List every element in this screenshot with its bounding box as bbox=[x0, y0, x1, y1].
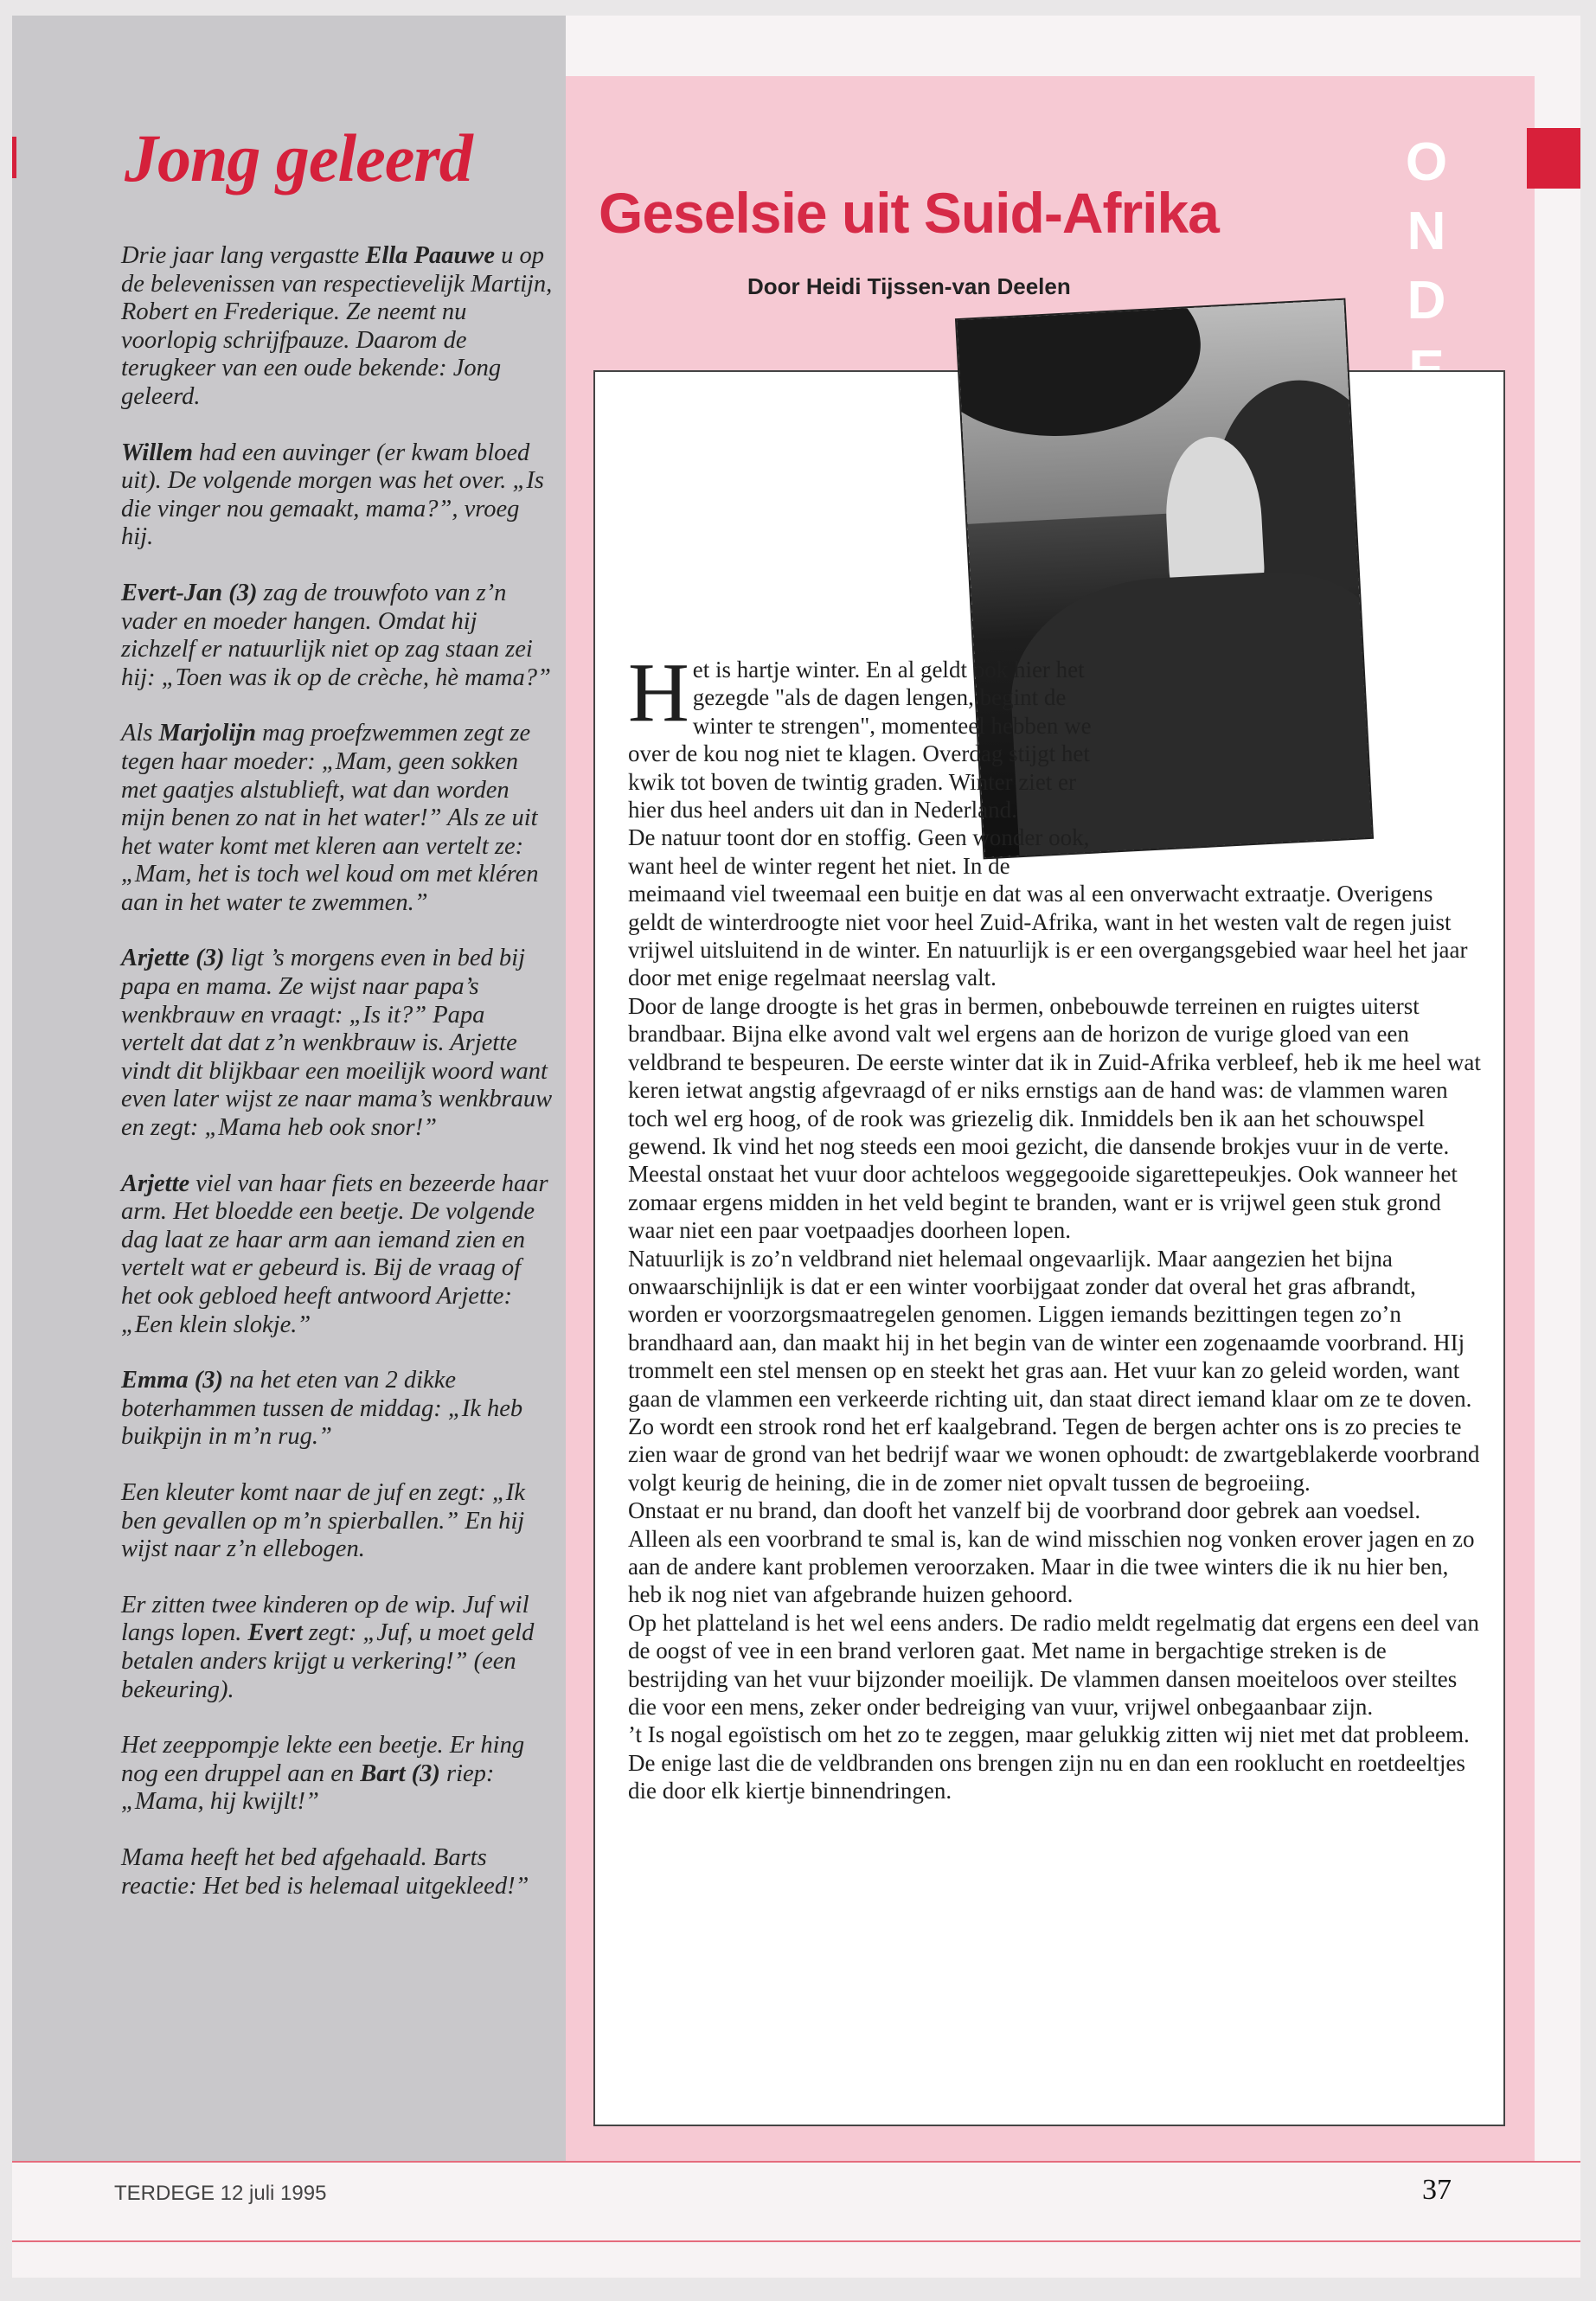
footer-rule-top bbox=[12, 2161, 1580, 2163]
section-marker bbox=[1527, 128, 1580, 189]
anecdote-text: Een kleuter komt naar de juf en zegt: „Ik ben gevallen op m’n spierballen.” En hij wijst naar z’n ellebogen. bbox=[121, 1478, 525, 1563]
anecdote-name: Evert-Jan (3) bbox=[121, 579, 258, 606]
anecdote-text: Het zeeppompje lekte een beetje. Er hing nog een druppel aan en bbox=[121, 1732, 525, 1787]
anecdote-text: Drie jaar lang vergastte bbox=[121, 242, 366, 269]
anecdote-paragraph bbox=[121, 439, 554, 552]
anecdote-text: zag de trouwfoto van z’n vader en moeder hangen. Omdat hij zichzelf er natuurlijk niet op zag staan zei hij: „Toen was ik op de crèche, hè mama?” bbox=[121, 579, 551, 691]
anecdote-text: had een auvinger (er kwam bloed uit). De volgende morgen was het over. „Is die vinger nou gemaakt, mama?”, vroeg hij. bbox=[121, 439, 544, 551]
article-paragraph-text: et is hartje winter. En al geldt ook hier het gezegde "als de dagen lengen, begint de winter te strengen", momenteel hebben we over de kou nog niet te klagen. Overdag stijgt het kwik tot boven de twintig graden. Winter ziet er hier dus heel anders uit dan in Nederland. bbox=[628, 657, 1092, 824]
anecdote-paragraph bbox=[121, 1479, 554, 1564]
anecdote-name: Bart (3) bbox=[360, 1759, 440, 1787]
article-paragraph: Onstaat er nu brand, dan dooft het vanzelf bij de voorbrand door gebrek aan voedsel. Alleen als een voorbrand te smal is, kan de wind misschien nog vonken erover jagen en zo aan de andere kant problemen veroorzaken. Maar in die twee winters die ik nu hier ben, heb ik nog niet van afgebrande huizen gehoord. bbox=[628, 1497, 1475, 1608]
anecdote-paragraph bbox=[121, 242, 554, 412]
anecdote-paragraph bbox=[121, 720, 554, 917]
anecdote-name: Marjolijn bbox=[158, 720, 257, 747]
anecdote-name: Evert bbox=[247, 1619, 303, 1647]
footer-rule-bottom bbox=[12, 2240, 1580, 2242]
article-paragraph: Door de lange droogte is het gras in bermen, onbebouwde terreinen en ruigtes uiterst brandbaar. Bijna elke avond valt wel ergens aan de horizon de vurige gloed van een veldbrand te bespeuren. De eerste winter dat ik in Zuid-Afrika verbleef, heb ik me heel wat keren ietwat angstig afgevraagd of er niks ernstigs aan de hand was: de vlammen waren toch wel erg hoog, of de rook was griezelig dik. Inmiddels ben ik aan het schouwspel gewend. Ik vind het nog steeds een mooi gezicht, die dansende brokjes vuur in de verte. bbox=[628, 992, 1481, 1159]
photo-wrap-space bbox=[1095, 656, 1484, 863]
side-letter: N bbox=[1407, 202, 1446, 261]
anecdote-name: Emma (3) bbox=[121, 1367, 223, 1394]
footer-publication: TERDEGE 12 juli 1995 bbox=[114, 2182, 327, 2205]
anecdote-paragraph bbox=[121, 1732, 554, 1817]
anecdote-paragraph bbox=[121, 1592, 554, 1704]
anecdote-paragraph bbox=[121, 580, 554, 692]
anecdote-text: Er zitten twee kinderen op de wip. Juf wil langs lopen. bbox=[121, 1591, 529, 1647]
anecdotes-list bbox=[121, 242, 554, 1928]
article-body bbox=[628, 646, 1484, 1805]
column-title: Jong geleerd bbox=[125, 120, 472, 195]
magazine-page bbox=[12, 16, 1580, 2278]
anecdote-text: u op de belevenissen van respectievelijk Martijn, Robert en Frederique. Ze neemt nu voorlopig schrijfpauze. Daarom de terugkeer van een oude bekende: Jong geleerd. bbox=[121, 242, 553, 410]
article-byline: Door Heidi Tijssen-van Deelen bbox=[747, 273, 1071, 299]
anecdote-text: na het eten van 2 dikke boterhammen tussen de middag: „Ik heb buikpijn in m’n rug.” bbox=[121, 1367, 523, 1451]
anecdote-text: viel van haar fiets en bezeerde haar arm. Het bloedde een beetje. De volgende dag laat ze haar arm aan iemand zien en vertelt wat er gebeurd is. Bij de vraag of het ook gebloed heeft antwoord Arjette: „Een klein slokje.” bbox=[121, 1170, 548, 1338]
anecdote-name: Arjette bbox=[121, 1170, 190, 1197]
anecdote-text: zegt: „Juf, u moet geld betalen anders krijgt u verkering!” (een bekeuring). bbox=[121, 1619, 535, 1703]
article-title: Geselsie uit Suid-Afrika bbox=[599, 181, 1219, 245]
article-paragraph: Meestal onstaat het vuur door achteloos weggegooide sigarettepeukjes. Ook wanneer het zomaar ergens midden in het veld begint te branden, want er is vrijwel geen stuk grond waar niet een paar voetpaadjes doorheen lopen. bbox=[628, 1161, 1458, 1244]
anecdote-paragraph bbox=[121, 945, 554, 1142]
anecdote-name: Ella Paauwe bbox=[365, 242, 495, 269]
anecdote-text: Als bbox=[121, 720, 159, 747]
anecdote-paragraph bbox=[121, 1367, 554, 1452]
article-paragraph: Op het platteland is het wel eens anders. De radio meldt regelmatig dat ergens een deel van de oogst of vee in een brand verloren gaat. Met name in bergachtige streken is de bestrijding van het vuur bijzonder moeilijk. De vlammen dansen moeiteloos over steiltes die voor een mens, zeker onder bedreiging van vuur, vrijwel onbegaanbaar zijn. bbox=[628, 1609, 1479, 1721]
anecdote-name: Arjette (3) bbox=[121, 945, 225, 972]
anecdote-paragraph bbox=[121, 1170, 554, 1340]
anecdote-text: ligt ’s morgens even in bed bij papa en mama. Ze wijst naar papa’s wenkbrauw en vraagt: „Is it?” Papa vertelt dat dat z’n wenkbrauw is. Arjette vindt dit blijkbaar een moeilijk woord want even later wijst ze naar mama’s wenkbrauw en zegt: „Mama heb ook snor!” bbox=[121, 945, 553, 1142]
anecdote-name: Willem bbox=[121, 439, 193, 466]
page-number: 37 bbox=[1422, 2174, 1452, 2206]
anecdote-paragraph bbox=[121, 1844, 554, 1900]
article-paragraph: Natuurlijk is zo’n veldbrand niet helemaal ongevaarlijk. Maar aangezien het bijna onwaarschijnlijk is dat er een winter voorbijgaat zonder dat overal het gras afbrandt, worden er voorzorgsmaatregelen genomen. Liggen iemands bezittingen tegen zo’n brandhaard aan, dan maakt hij in het begin van de winter een zogenaamde voorbrand. HIj trommelt een stel mensen op en steekt het gras aan. Het vuur kan zo geleid worden, want gaan de vlammen een verkeerde richting uit, dan staat direct iemand klaar om ze te doven. Zo wordt een strook rond het erf kaalgebrand. Tegen de bergen achter ons is zo precies te zien waar de grond van het bedrijf waar we wonen ophoudt: de zwartgeblakerde voorbrand volgt keurig de heining, die in de zomer niet opvalt tussen de begroeiing. bbox=[628, 1245, 1480, 1496]
side-letter: O bbox=[1405, 132, 1448, 192]
anecdote-text: riep: „Mama, hij kwijlt!” bbox=[121, 1759, 495, 1816]
left-edge-mark bbox=[12, 137, 16, 178]
article-paragraph: De natuur toont dor en stoffig. Geen wonder ook, want heel de winter regent het niet. In de meimaand viel tweemaal een buitje en dat was al een onverwacht extraatje. Overigens geldt de winterdroogte niet voor heel Zuid-Afrika, want in het westen valt de regen juist vrijwel uitsluitend in de winter. En natuurlijk is er een overgangsgebied waar heel het jaar door met enige regelmaat neerslag valt. bbox=[628, 824, 1468, 991]
anecdote-text: Mama heeft het bed afgehaald. Barts reactie: Het bed is helemaal uitgekleed!” bbox=[121, 1843, 529, 1900]
side-letter: D bbox=[1407, 271, 1446, 330]
drop-cap: H bbox=[628, 646, 689, 740]
anecdote-text: mag proefzwemmen zegt ze tegen haar moeder: „Mam, geen sokken met gaatjes alstublieft, wat dan worden mijn benen zo nat in het water!” Als ze uit het water komt met kleren aan vertelt ze: „Mam, het is toch wel koud om met kléren aan in het water te zwemmen.” bbox=[121, 720, 539, 916]
article-paragraph: ’t Is nogal egoïstisch om het zo te zeggen, maar gelukkig zitten wij niet met dat probleem. De enige last die de veldbranden ons brengen zijn nu en dan een rooklucht en roetdeeltjes die door elk kiertje binnendringen. bbox=[628, 1721, 1470, 1804]
